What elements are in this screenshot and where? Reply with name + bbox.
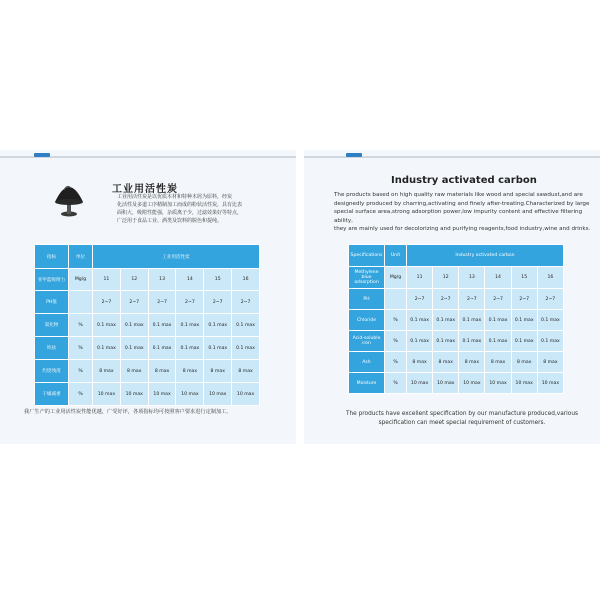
- cell: 0.1 max: [407, 310, 433, 331]
- cell: 15: [204, 269, 232, 291]
- row-label: Chloride: [349, 310, 385, 331]
- cell: 12: [433, 267, 459, 289]
- cell: 10 max: [407, 373, 433, 394]
- cell: 11: [407, 267, 433, 289]
- cell: 13: [148, 269, 176, 291]
- row-label: Acid-soluble iron: [349, 331, 385, 352]
- cell: 12: [120, 269, 148, 291]
- table-row: [349, 373, 564, 394]
- cell: 10 max: [120, 383, 148, 406]
- cell: 16: [232, 269, 260, 291]
- cell: 8 max: [148, 360, 176, 383]
- cell: 10 max: [459, 373, 485, 394]
- row-label: Moisture: [349, 373, 385, 394]
- row-unit: %: [385, 352, 407, 373]
- footer-note-en: The products have excellent specification by our manufacture produced,various specification can meet special requirement of customers.: [345, 411, 579, 426]
- cell: 2~7: [120, 291, 148, 314]
- cell: 8 max: [176, 360, 204, 383]
- table-row: [349, 267, 564, 289]
- row-label: 亚甲蓝吸附力: [35, 269, 69, 291]
- row-unit: %: [385, 373, 407, 394]
- cell: 2~7: [537, 289, 563, 310]
- table-row: [35, 360, 260, 383]
- cell: 2~7: [93, 291, 121, 314]
- row-label: Methylene blue adsorption: [349, 267, 385, 289]
- cell: 2~7: [433, 289, 459, 310]
- header-group: Industry activated carbon: [407, 245, 564, 267]
- cell: 10 max: [93, 383, 121, 406]
- top-accent: [34, 153, 50, 157]
- cell: 16: [537, 267, 563, 289]
- row-unit: %: [385, 310, 407, 331]
- cell: 2~7: [485, 289, 511, 310]
- cell: 8 max: [232, 360, 260, 383]
- cell: 10 max: [433, 373, 459, 394]
- cell: 0.1 max: [204, 314, 232, 337]
- cell: 8 max: [537, 352, 563, 373]
- table-row: [349, 352, 564, 373]
- table-row: [349, 310, 564, 331]
- row-label: 干燥减重: [35, 383, 69, 406]
- cell: 0.1 max: [93, 314, 121, 337]
- cell: 0.1 max: [459, 331, 485, 352]
- cell: 8 max: [459, 352, 485, 373]
- page-title-en: Industry activated carbon: [391, 175, 537, 186]
- table-row: [35, 383, 260, 406]
- cell: 0.1 max: [537, 331, 563, 352]
- top-accent: [346, 153, 362, 157]
- cell: 0.1 max: [204, 337, 232, 360]
- cell: 10 max: [232, 383, 260, 406]
- cell: 13: [459, 267, 485, 289]
- cell: 2~7: [204, 291, 232, 314]
- header-spec: Specifications: [349, 245, 385, 267]
- header-spec: 指标: [35, 245, 69, 269]
- carbon-powder-image: [52, 178, 86, 218]
- cell: 2~7: [407, 289, 433, 310]
- cell: 0.1 max: [120, 337, 148, 360]
- cell: 2~7: [148, 291, 176, 314]
- table-row: [35, 337, 260, 360]
- cell: 8 max: [433, 352, 459, 373]
- cell: 10 max: [148, 383, 176, 406]
- page-title: 工业用活性炭: [112, 184, 178, 195]
- cell: 14: [176, 269, 204, 291]
- row-unit: [69, 291, 93, 314]
- row-unit: Mg/g: [385, 267, 407, 289]
- row-label: 灼烧残渣: [35, 360, 69, 383]
- cell: 8 max: [120, 360, 148, 383]
- cell: 10 max: [485, 373, 511, 394]
- cell: 8 max: [511, 352, 537, 373]
- cell: 8 max: [93, 360, 121, 383]
- row-unit: %: [69, 314, 93, 337]
- row-unit: %: [385, 331, 407, 352]
- row-unit: %: [69, 360, 93, 383]
- spec-table: [34, 244, 260, 406]
- header-group: 工业用活性炭: [93, 245, 260, 269]
- cell: 0.1 max: [433, 310, 459, 331]
- row-unit: %: [69, 383, 93, 406]
- cell: 10 max: [537, 373, 563, 394]
- cell: 2~7: [459, 289, 485, 310]
- cell: 0.1 max: [232, 337, 260, 360]
- row-unit: Mg/g: [69, 269, 93, 291]
- cell: 2~7: [232, 291, 260, 314]
- cell: 0.1 max: [407, 331, 433, 352]
- cell: 2~7: [511, 289, 537, 310]
- header-unit: 单位: [69, 245, 93, 269]
- cell: 0.1 max: [485, 310, 511, 331]
- table-row: [349, 289, 564, 310]
- cell: 0.1 max: [232, 314, 260, 337]
- product-description-en: The products based on high quality raw materials like wood and special sawdust,and are designedly produced by charring,activating and finely after-treating.Characterized by large special surface area,strong adsorption power,low impurity content and effective filtering ability, they are mainly used for decolorizing and purifying reagents,food industry,wine and drinks.: [334, 192, 591, 233]
- row-unit: [385, 289, 407, 310]
- cell: 0.1 max: [148, 314, 176, 337]
- product-description: 工业用活性炭是以优质木材和特种木屑为原料，经炭 化活性及多道工序精制加工而成的粉状活性炭，具有比表 面积大，吸附性能强，杂质离子少，过滤效果好等特点， 广泛用于食品工业、酒类及饮料的脱色和提纯。: [117, 194, 243, 224]
- table-row: [35, 269, 260, 291]
- cell: 0.1 max: [176, 314, 204, 337]
- cell: 0.1 max: [433, 331, 459, 352]
- row-label: PH值: [35, 291, 69, 314]
- cell: 0.1 max: [511, 331, 537, 352]
- cell: 0.1 max: [459, 310, 485, 331]
- cell: 10 max: [204, 383, 232, 406]
- table-row: [35, 314, 260, 337]
- cell: 0.1 max: [176, 337, 204, 360]
- cell: 8 max: [204, 360, 232, 383]
- cell: 0.1 max: [120, 314, 148, 337]
- cell: 0.1 max: [93, 337, 121, 360]
- cell: 0.1 max: [511, 310, 537, 331]
- row-label: PH: [349, 289, 385, 310]
- cell: 11: [93, 269, 121, 291]
- header-unit: Unit: [385, 245, 407, 267]
- cell: 0.1 max: [485, 331, 511, 352]
- spec-table-en: [348, 244, 564, 394]
- cell: 8 max: [407, 352, 433, 373]
- cell: 15: [511, 267, 537, 289]
- row-label: 氯化物: [35, 314, 69, 337]
- cell: 0.1 max: [148, 337, 176, 360]
- row-label: 铁盐: [35, 337, 69, 360]
- cell: 10 max: [511, 373, 537, 394]
- row-unit: %: [69, 337, 93, 360]
- row-label: Ash: [349, 352, 385, 373]
- table-row: [35, 291, 260, 314]
- cell: 14: [485, 267, 511, 289]
- cell: 10 max: [176, 383, 204, 406]
- cell: 2~7: [176, 291, 204, 314]
- cell: 0.1 max: [537, 310, 563, 331]
- footer-note: 我厂生产的工业用活性炭性能优越，广受好评，各项指标均可按照客户要求进行定制加工。: [24, 409, 232, 415]
- table-row: [349, 331, 564, 352]
- cell: 8 max: [485, 352, 511, 373]
